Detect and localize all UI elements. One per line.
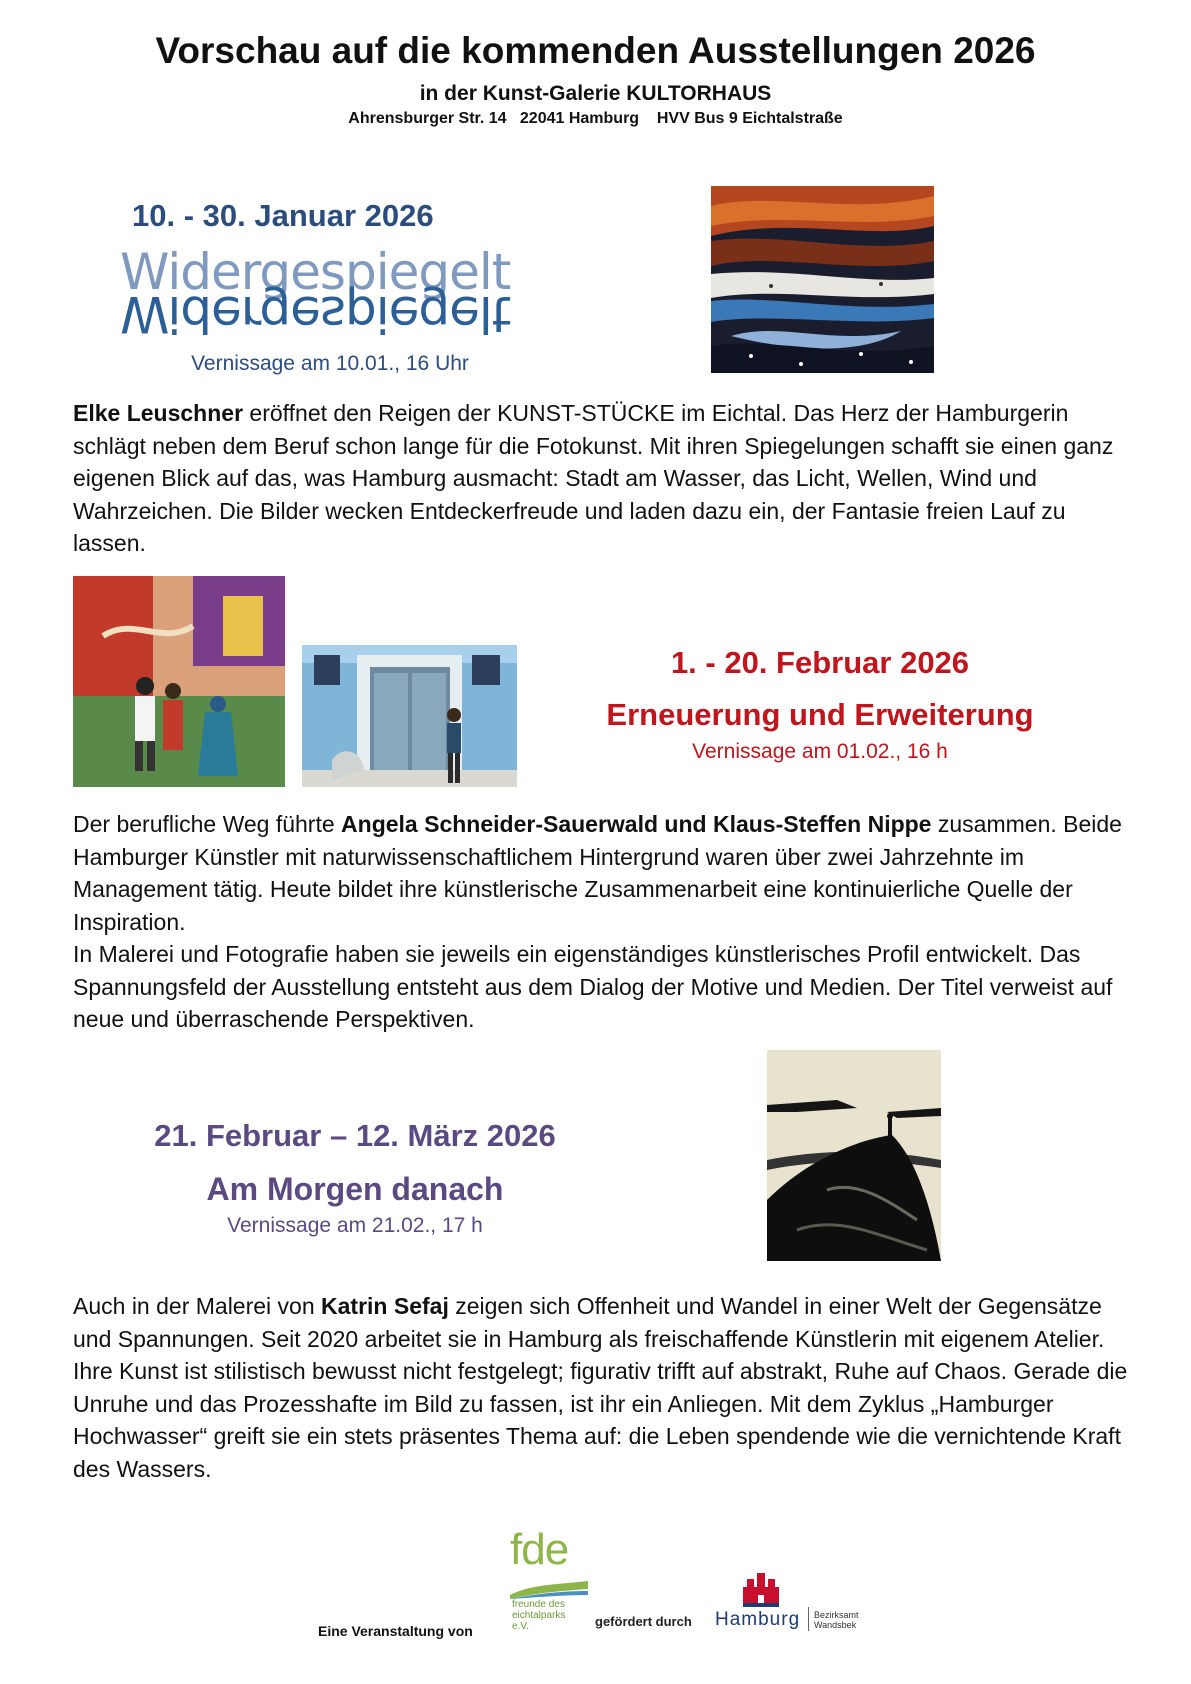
exhibition-2-photo-image — [302, 645, 517, 787]
exhibition-2-text-second: In Malerei und Fotografie haben sie jeweils ein eigenständiges künstlerisches Profil entwickelt. Das Spannungsfeld der Ausstellung entsteht aus dem Dialog der Motive und Medien. Der Titel verweist auf neue und überraschende Perspektiven. — [73, 941, 1113, 1032]
fde-logo-word: fde — [510, 1525, 569, 1574]
exhibition-1-title-reflection: Widergespiegelt — [120, 285, 511, 343]
exhibition-2-text-after: zusammen. Beide Hamburger Künstler mit naturwissenschaftlichem Hintergrund waren über zwei Jahrzehnte im Management tätig. Heute bildet ihre künstlerische Zusammenarbeit eine kontinuierliche Quelle der Inspiration. — [73, 811, 1122, 935]
fde-logo — [510, 1525, 590, 1637]
exhibition-2-text-before: Der berufliche Weg führte — [73, 811, 342, 837]
exhibition-3-text-second: Ihre Kunst ist stilistisch bewusst nicht festgelegt; figurativ trifft auf abstrakt, Ruhe auf Chaos. Gerade die Unruhe und das Prozesshafte im Bild zu fassen, ist ihr ein Anliegen. Mit dem Zyklus „Hamburger Hochwasser“ greift sie ein stets präsentes Thema auf: die Leben spendende wie die vernichtende Kraft des Wassers. — [73, 1358, 1128, 1482]
exhibition-3-text-before: Auch in der Malerei von — [73, 1293, 322, 1319]
exhibition-3-artist: Katrin Sefaj — [321, 1293, 449, 1319]
exhibition-2-title: Erneuerung und Erweiterung — [606, 697, 1034, 732]
exhibition-1-title: Widergespiegelt — [120, 243, 511, 301]
exhibition-2-artists: Angela Schneider-Sauerwald und Klaus-Steffen Nippe — [341, 811, 932, 837]
hamburg-logo-divider — [808, 1607, 809, 1631]
exhibition-1-title-logo — [120, 243, 540, 343]
exhibition-3-date: 21. Februar – 12. März 2026 — [154, 1118, 556, 1153]
hamburg-logo-subtitle: Bezirksamt Wandsbek — [814, 1610, 859, 1630]
exhibition-1-date: 10. - 30. Januar 2026 — [132, 198, 434, 233]
exhibition-3-title: Am Morgen danach — [206, 1171, 504, 1207]
exhibition-3-painting-image — [767, 1050, 941, 1261]
exhibition-1-text: eröffnet den Reigen der KUNST-STÜCKE im Eichtal. Das Herz der Hamburgerin schlägt neben dem Beruf schon lange für die Fotokunst. Mit ihren Spiegelungen schafft sie einen ganz eigenen Blick auf das, was Hamburg ausmacht: Stadt am Wasser, das Licht, Wellen, Wind und Wahrzeichen. Die Bilder wecken Entdeckerfreude und laden dazu ein, der Fantasie freien Lauf zu lassen. — [73, 400, 1114, 556]
exhibition-2-vernissage: Vernissage am 01.02., 16 h — [692, 740, 948, 763]
exhibition-1-artist: Elke Leuschner — [73, 400, 244, 426]
exhibition-3-vernissage: Vernissage am 21.02., 17 h — [227, 1214, 483, 1237]
page-title: Vorschau auf die kommenden Ausstellungen 2026 — [155, 30, 1036, 71]
funded-label: gefördert durch — [595, 1614, 692, 1629]
exhibition-1-artwork-image — [711, 186, 934, 373]
fde-wave-icon — [510, 1581, 588, 1599]
organizer-label: Eine Veranstaltung von — [318, 1623, 473, 1639]
exhibition-1-description — [73, 397, 1133, 560]
exhibition-2-date: 1. - 20. Februar 2026 — [670, 645, 970, 680]
page-subtitle: in der Kunst-Galerie KULTORHAUS — [419, 82, 772, 105]
exhibition-2-description — [73, 808, 1133, 1036]
hamburg-logo — [715, 1573, 885, 1633]
exhibition-3-text-after: zeigen sich Offenheit und Wandel in einer Welt der Gegensätze und Spannungen. Seit 2020 arbeitet sie in Hamburg als freischaffende Künstlerin mit eigenem Atelier. — [73, 1293, 1105, 1352]
hamburg-castle-icon — [743, 1573, 779, 1607]
exhibition-1-vernissage: Vernissage am 10.01., 16 Uhr — [191, 352, 469, 375]
fde-logo-subtitle: freunde des eichtalparks e.V. — [512, 1599, 566, 1632]
exhibition-2-painting-image — [73, 576, 285, 787]
gallery-address: Ahrensburger Str. 14 22041 Hamburg HVV Bus 9 Eichtalstraße — [348, 110, 843, 127]
exhibition-3-description — [73, 1290, 1133, 1485]
hamburg-logo-word: Hamburg — [715, 1609, 801, 1630]
